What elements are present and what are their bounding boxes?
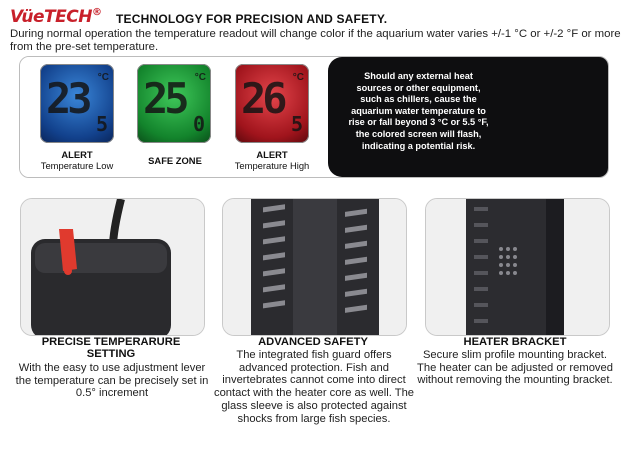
lcd-reading: 26 xyxy=(241,74,284,123)
lcd-display-safe xyxy=(137,64,211,143)
lcd-unit: °C xyxy=(97,72,109,83)
caption-low: ALERT Temperature Low xyxy=(40,149,114,171)
heater-bracket-image xyxy=(425,198,610,336)
display-row xyxy=(20,57,330,177)
fish-guard-image xyxy=(222,198,407,336)
caption-high: ALERT Temperature High xyxy=(234,149,310,171)
lcd-decimal: 5 xyxy=(290,112,303,136)
caption-safe: SAFE ZONE xyxy=(148,155,202,166)
feature-title-safety: ADVANCED SAFETY xyxy=(258,336,368,348)
lcd-reading: 25 xyxy=(143,74,186,123)
lcd-reading: 23 xyxy=(46,74,89,123)
feature-desc-precise: With the easy to use adjustment lever the temperature can be precisely set in 0.5° increment xyxy=(15,362,209,400)
display-panel xyxy=(19,56,609,178)
feature-desc-bracket: Secure slim profile mounting bracket. The heater can be adjusted or removed without removing the mounting bracket. xyxy=(417,349,613,387)
lcd-decimal: 0 xyxy=(192,112,205,136)
intro-text: During normal operation the temperature readout will change color if the aquarium water varies +/-1 °C or +/-2 °F or more from the pre-set temperature. xyxy=(10,28,621,53)
feature-desc-safety: The integrated fish guard offers advanced protection. Fish and invertebrates cannot come into direct contact with the heater core as well. The glass sleeve is also protected against shocks from large fish species. xyxy=(213,349,415,425)
lcd-display-low xyxy=(40,64,114,143)
brand-logo: VüeTECH® xyxy=(10,7,102,27)
lcd-unit: °C xyxy=(194,72,206,83)
headline: TECHNOLOGY FOR PRECISION AND SAFETY. xyxy=(116,12,388,26)
lcd-decimal: 5 xyxy=(95,112,108,136)
warning-panel xyxy=(328,57,608,177)
lcd-display-high xyxy=(235,64,309,143)
adjustment-lever-image xyxy=(20,198,205,336)
warning-text: Should any external heat sources or other equipment, such as chillers, cause the aquarium water temperature to rise or fall beyond 3 °C or 5.5 °F, the colored screen will flash, indicating a potential risk. xyxy=(348,71,489,151)
feature-title-bracket: HEATER BRACKET xyxy=(463,336,567,348)
lcd-unit: °C xyxy=(292,72,304,83)
feature-title-precise: PRECISE TEMPERARURE SETTING xyxy=(41,336,181,360)
